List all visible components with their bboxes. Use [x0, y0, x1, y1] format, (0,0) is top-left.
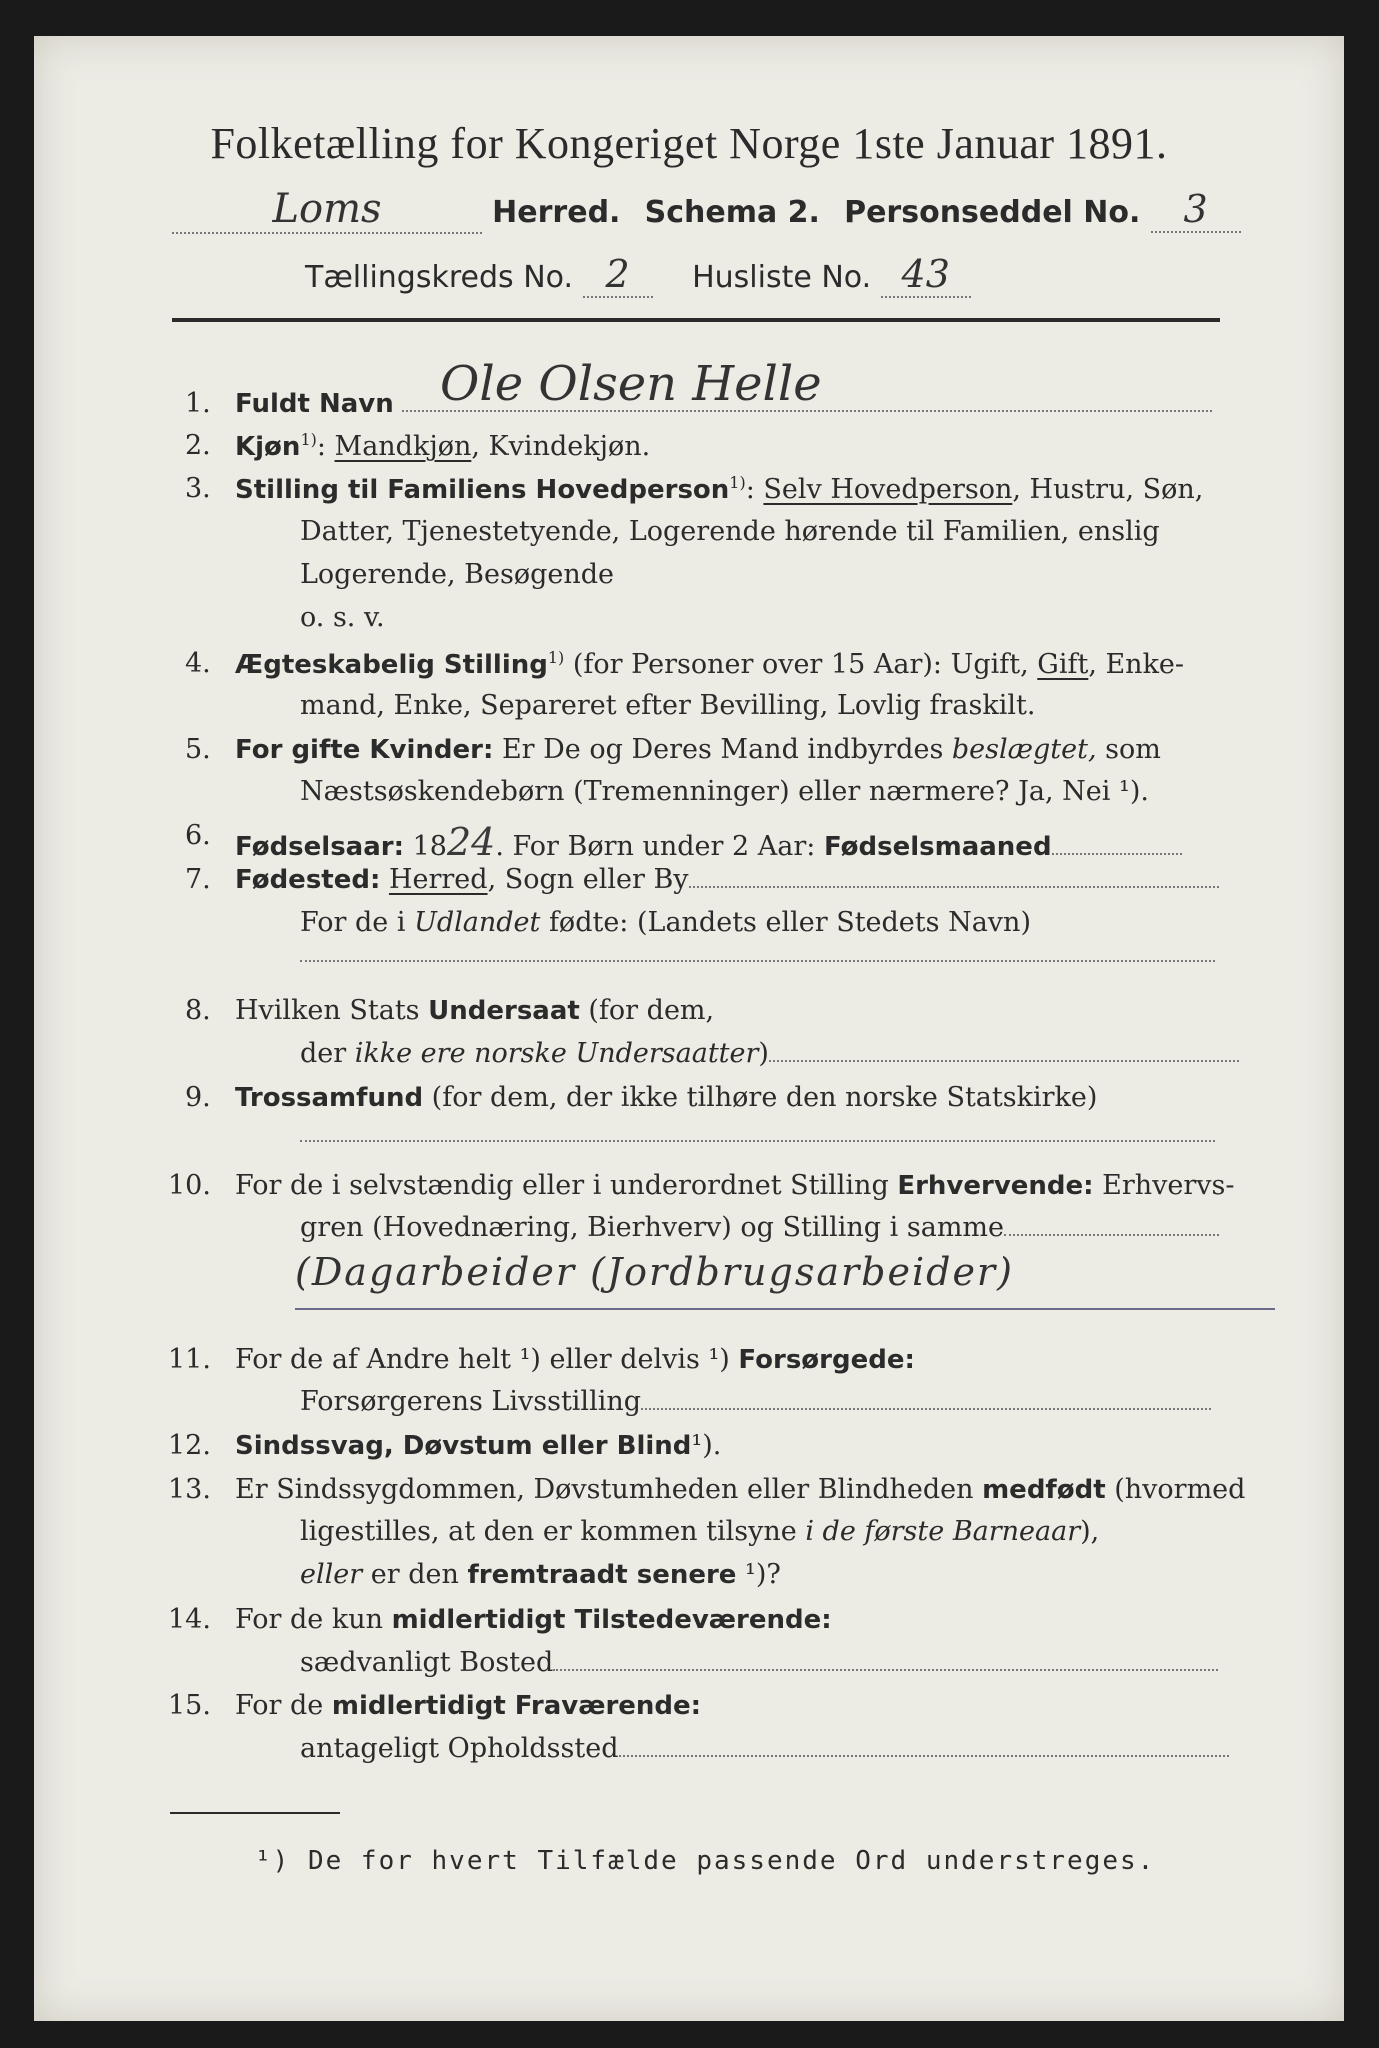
item-number: 5. [185, 734, 211, 765]
item-number: 15. [168, 1690, 211, 1721]
item-number: 3. [185, 473, 211, 504]
occupation-row: For de i selvstændig eller i underordnet Stilling Erhvervende: Erhvervs- [235, 1170, 1235, 1201]
congenital-line3: eller er den fremtraadt senere ¹)? [300, 1559, 781, 1590]
congenital-line2: ligestilles, at den er kommen tilsyne i de første Barneaar), [300, 1516, 1100, 1547]
item-number: 7. [185, 864, 211, 895]
marital-line2: mand, Enke, Separeret efter Bevilling, Lovlig fraskilt. [300, 690, 1036, 721]
birthplace-label: Fødested: [235, 865, 381, 895]
congenital-row: Er Sindssygdommen, Døvstumheden eller Blindheden medfødt (hvormed [235, 1474, 1246, 1505]
temporary-present-line2: sædvanligt Bosted [300, 1647, 1218, 1678]
occupation-line2: gren (Hovednæring, Bierhverv) og Stilling i samme [300, 1212, 1219, 1243]
birth-month-label: Fødselsmaaned [823, 832, 1052, 862]
family-position-line4: o. s. v. [300, 602, 385, 633]
citizenship-line2: der ikke ere norske Undersaatter) [300, 1038, 1239, 1069]
family-position-line3: Logerende, Besøgende [300, 559, 614, 590]
full-name-label: Fuldt Navn [235, 389, 394, 419]
birthplace-row: Fødested: Herred, Sogn eller By [235, 864, 1219, 895]
married-women-label: For gifte Kvinder: [235, 735, 494, 765]
family-position-label: Stilling til Familiens Hovedperson [235, 475, 730, 505]
item-number: 12. [168, 1430, 211, 1461]
marital-row: Ægteskabelig Stilling$^{1)}$ (for Personer over 15 Aar): Ugift, Gift, Enke- [235, 648, 1185, 680]
married-women-line2: Næstsøskendebørn (Tremenninger) eller nærmere? Ja, Nei ¹). [300, 776, 1149, 807]
sex-option-male[interactable]: Mandkjøn [334, 431, 472, 462]
item-number: 10. [168, 1170, 211, 1201]
dependent-row: For de af Andre helt ¹) eller delvis ¹) Forsørgede: [235, 1344, 915, 1375]
married-women-row: For gifte Kvinder: Er De og Deres Mand indbyrdes beslægtet, som [235, 734, 1161, 765]
citizenship-row: Hvilken Stats Undersaat (for dem, [235, 995, 715, 1026]
congenital-label: medfødt [982, 1475, 1106, 1505]
religion-row: Trossamfund (for dem, der ikke tilhøre den norske Statskirke) [235, 1082, 1098, 1113]
form-title: Folketælling for Kongeriget Norge 1ste Januar 1891. [210, 119, 1168, 168]
footnote-divider [170, 1812, 340, 1814]
occupation-label: Erhvervende: [897, 1171, 1094, 1201]
temporary-absent-line2: antageligt Opholdssted [300, 1733, 1229, 1764]
sex-option-female[interactable]: , Kvindekjøn. [471, 431, 651, 462]
birth-year-value[interactable]: 24 [446, 820, 496, 864]
husliste-label: Husliste No. [692, 260, 872, 295]
temporary-present-row: For de kun midlertidigt Tilstedeværende: [235, 1604, 832, 1635]
item-number: 8. [185, 995, 211, 1026]
sex-label: Kjøn [235, 432, 301, 462]
footnote: ¹) De for hvert Tilfælde passende Ord understreges. [255, 1846, 1156, 1876]
temporary-absent-label: midlertidigt Fraværende: [331, 1691, 702, 1721]
item-number: 6. [185, 820, 211, 851]
religion-label: Trossamfund [235, 1083, 424, 1113]
item-number: 11. [168, 1344, 211, 1375]
occupation-underline [295, 1308, 1275, 1310]
birthplace-option-herred[interactable]: Herred [388, 864, 488, 895]
item-number: 14. [168, 1604, 211, 1635]
citizenship-label: Undersaat [428, 996, 580, 1026]
marital-option-gift[interactable]: Gift [1037, 649, 1089, 680]
religion-blank[interactable] [300, 1140, 1215, 1142]
item-number: 2. [185, 430, 211, 461]
kreds-value[interactable]: 2 [583, 252, 653, 298]
husliste-value[interactable]: 43 [881, 252, 971, 298]
disability-label: Sindssvag, Døvstum eller Blind [235, 1431, 692, 1461]
personseddel-value[interactable]: 3 [1151, 187, 1241, 233]
family-position-row: Stilling til Familiens Hovedperson$^{1)}$: Selv Hovedperson, Hustru, Søn, [235, 473, 1204, 505]
item-number: 4. [185, 648, 211, 679]
kreds-label: Tællingskreds No. [305, 260, 573, 295]
sex-row: Kjøn$^{1)}$: Mandkjøn, Kvindekjøn. [235, 430, 651, 462]
birthplace-line2: For de i Udlandet fødte: (Landets eller Stedets Navn) [300, 907, 1031, 938]
disability-row: Sindssvag, Døvstum eller Blind¹). [235, 1430, 722, 1461]
family-position-line2: Datter, Tjenestetyende, Logerende hørende til Familien, enslig [300, 516, 1160, 547]
occupation-value[interactable]: (Dagarbeider (Jordbrugsarbeider) [295, 1250, 1014, 1294]
marital-label: Ægteskabelig Stilling [235, 650, 548, 680]
kreds-line [305, 252, 971, 298]
herred-label: Herred. [492, 195, 621, 230]
item-number: 1. [185, 388, 211, 419]
herred-line [172, 186, 1241, 234]
temporary-present-label: midlertidigt Tilstedeværende: [391, 1605, 832, 1635]
herred-value[interactable]: Loms [172, 186, 482, 234]
item-number: 9. [185, 1082, 211, 1113]
full-name-value[interactable]: Ole Olsen Helle [440, 356, 822, 412]
census-form-page [34, 36, 1344, 2021]
option-selv-hovedperson[interactable]: Selv Hovedperson [763, 474, 1013, 505]
birthplace-blank[interactable] [300, 960, 1215, 962]
schema-label: Schema 2. [644, 195, 820, 230]
temporary-absent-row: For de midlertidigt Fraværende: [235, 1690, 702, 1721]
item-number: 13. [168, 1474, 211, 1505]
dependent-label: Forsørgede: [738, 1345, 915, 1375]
personseddel-label: Personseddel No. [844, 195, 1141, 230]
dependent-line2: Forsørgerens Livsstilling [300, 1386, 1211, 1417]
header-divider [172, 318, 1220, 322]
birth-year-label: Fødselsaar: [235, 832, 404, 862]
birth-year-row: Fødselsaar: 1824. For Børn under 2 Aar: Fødselsmaaned [235, 820, 1182, 864]
